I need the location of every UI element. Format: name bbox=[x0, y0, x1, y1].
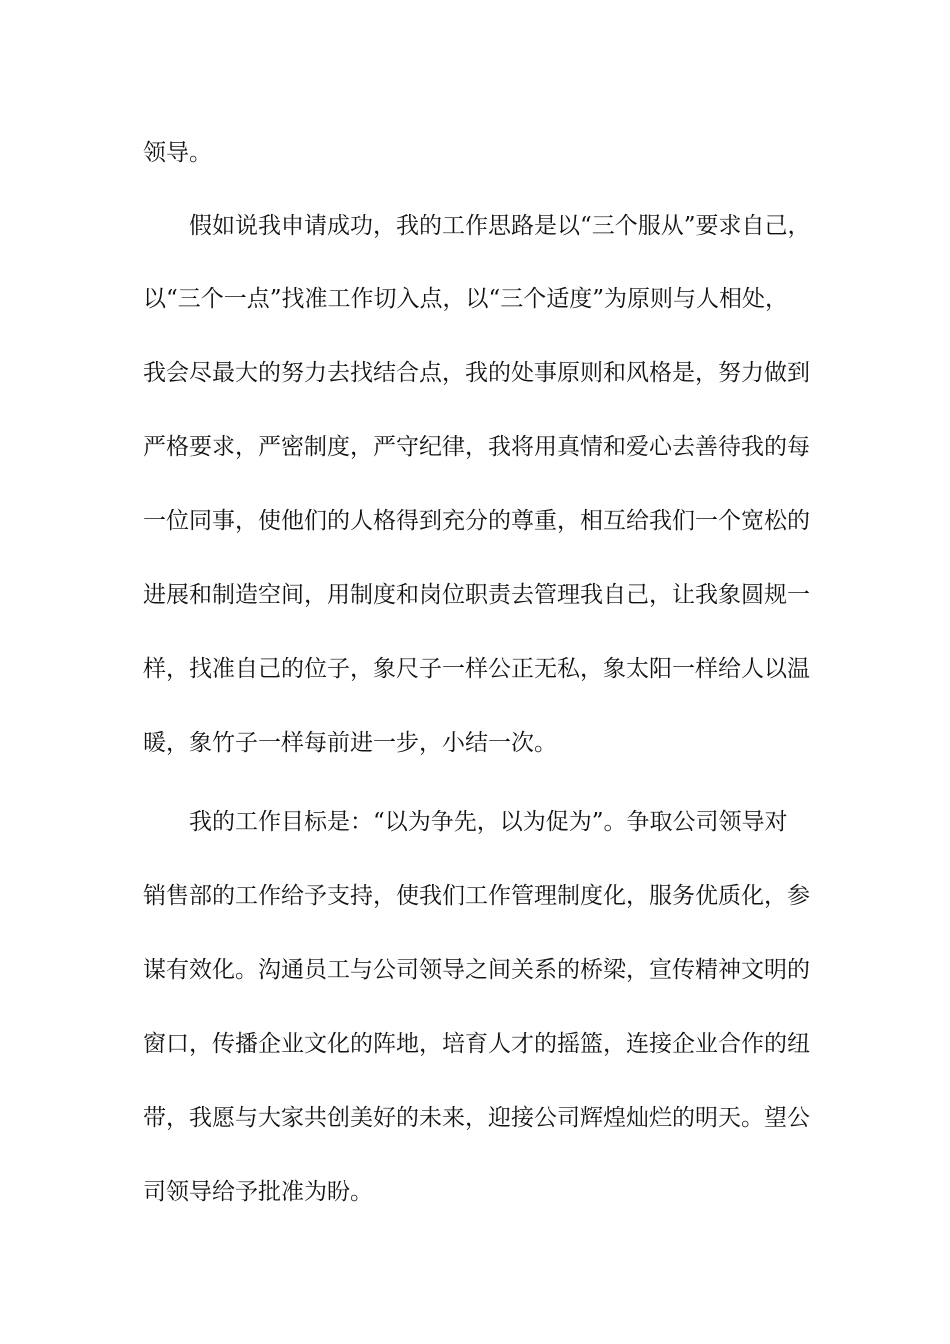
text-line: 严格要求，严密制度，严守纪律，我将用真情和爱心去善待我的每 bbox=[143, 434, 810, 460]
text-line: 我会尽最大的努力去找结合点，我的处事原则和风格是，努力做到 bbox=[143, 360, 810, 386]
text-line: 进展和制造空间，用制度和岗位职责去管理我自己，让我象圆规一 bbox=[143, 582, 810, 608]
paragraph-start-line: 假如说我申请成功，我的工作思路是以“三个服从”要求自己， bbox=[189, 213, 811, 239]
text-line: 销售部的工作给予支持，使我们工作管理制度化，服务优质化，参 bbox=[143, 883, 810, 909]
text-line: 司领导给予批准为盼。 bbox=[143, 1179, 373, 1205]
text-line: 以“三个一点”找准工作切入点，以“三个适度”为原则与人相处， bbox=[143, 286, 789, 312]
text-line: 谋有效化。沟通员工与公司领导之间关系的桥梁，宣传精神文明的 bbox=[143, 957, 810, 983]
text-line: 带，我愿与大家共创美好的未来，迎接公司辉煌灿烂的明天。望公 bbox=[143, 1105, 810, 1131]
text-line: 一位同事，使他们的人格得到充分的尊重，相互给我们一个宽松的 bbox=[143, 508, 810, 534]
paragraph-start-line: 我的工作目标是：“以为争先，以为促为”。争取公司领导对 bbox=[189, 809, 788, 835]
text-line: 暖，象竹子一样每前进一步，小结一次。 bbox=[143, 730, 557, 756]
text-line: 窗口，传播企业文化的阵地，培育人才的摇篮，连接企业合作的纽 bbox=[143, 1031, 810, 1057]
text-line: 样，找准自己的位子，象尺子一样公正无私，象太阳一样给人以温 bbox=[143, 656, 810, 682]
text-line: 领导。 bbox=[143, 140, 212, 166]
